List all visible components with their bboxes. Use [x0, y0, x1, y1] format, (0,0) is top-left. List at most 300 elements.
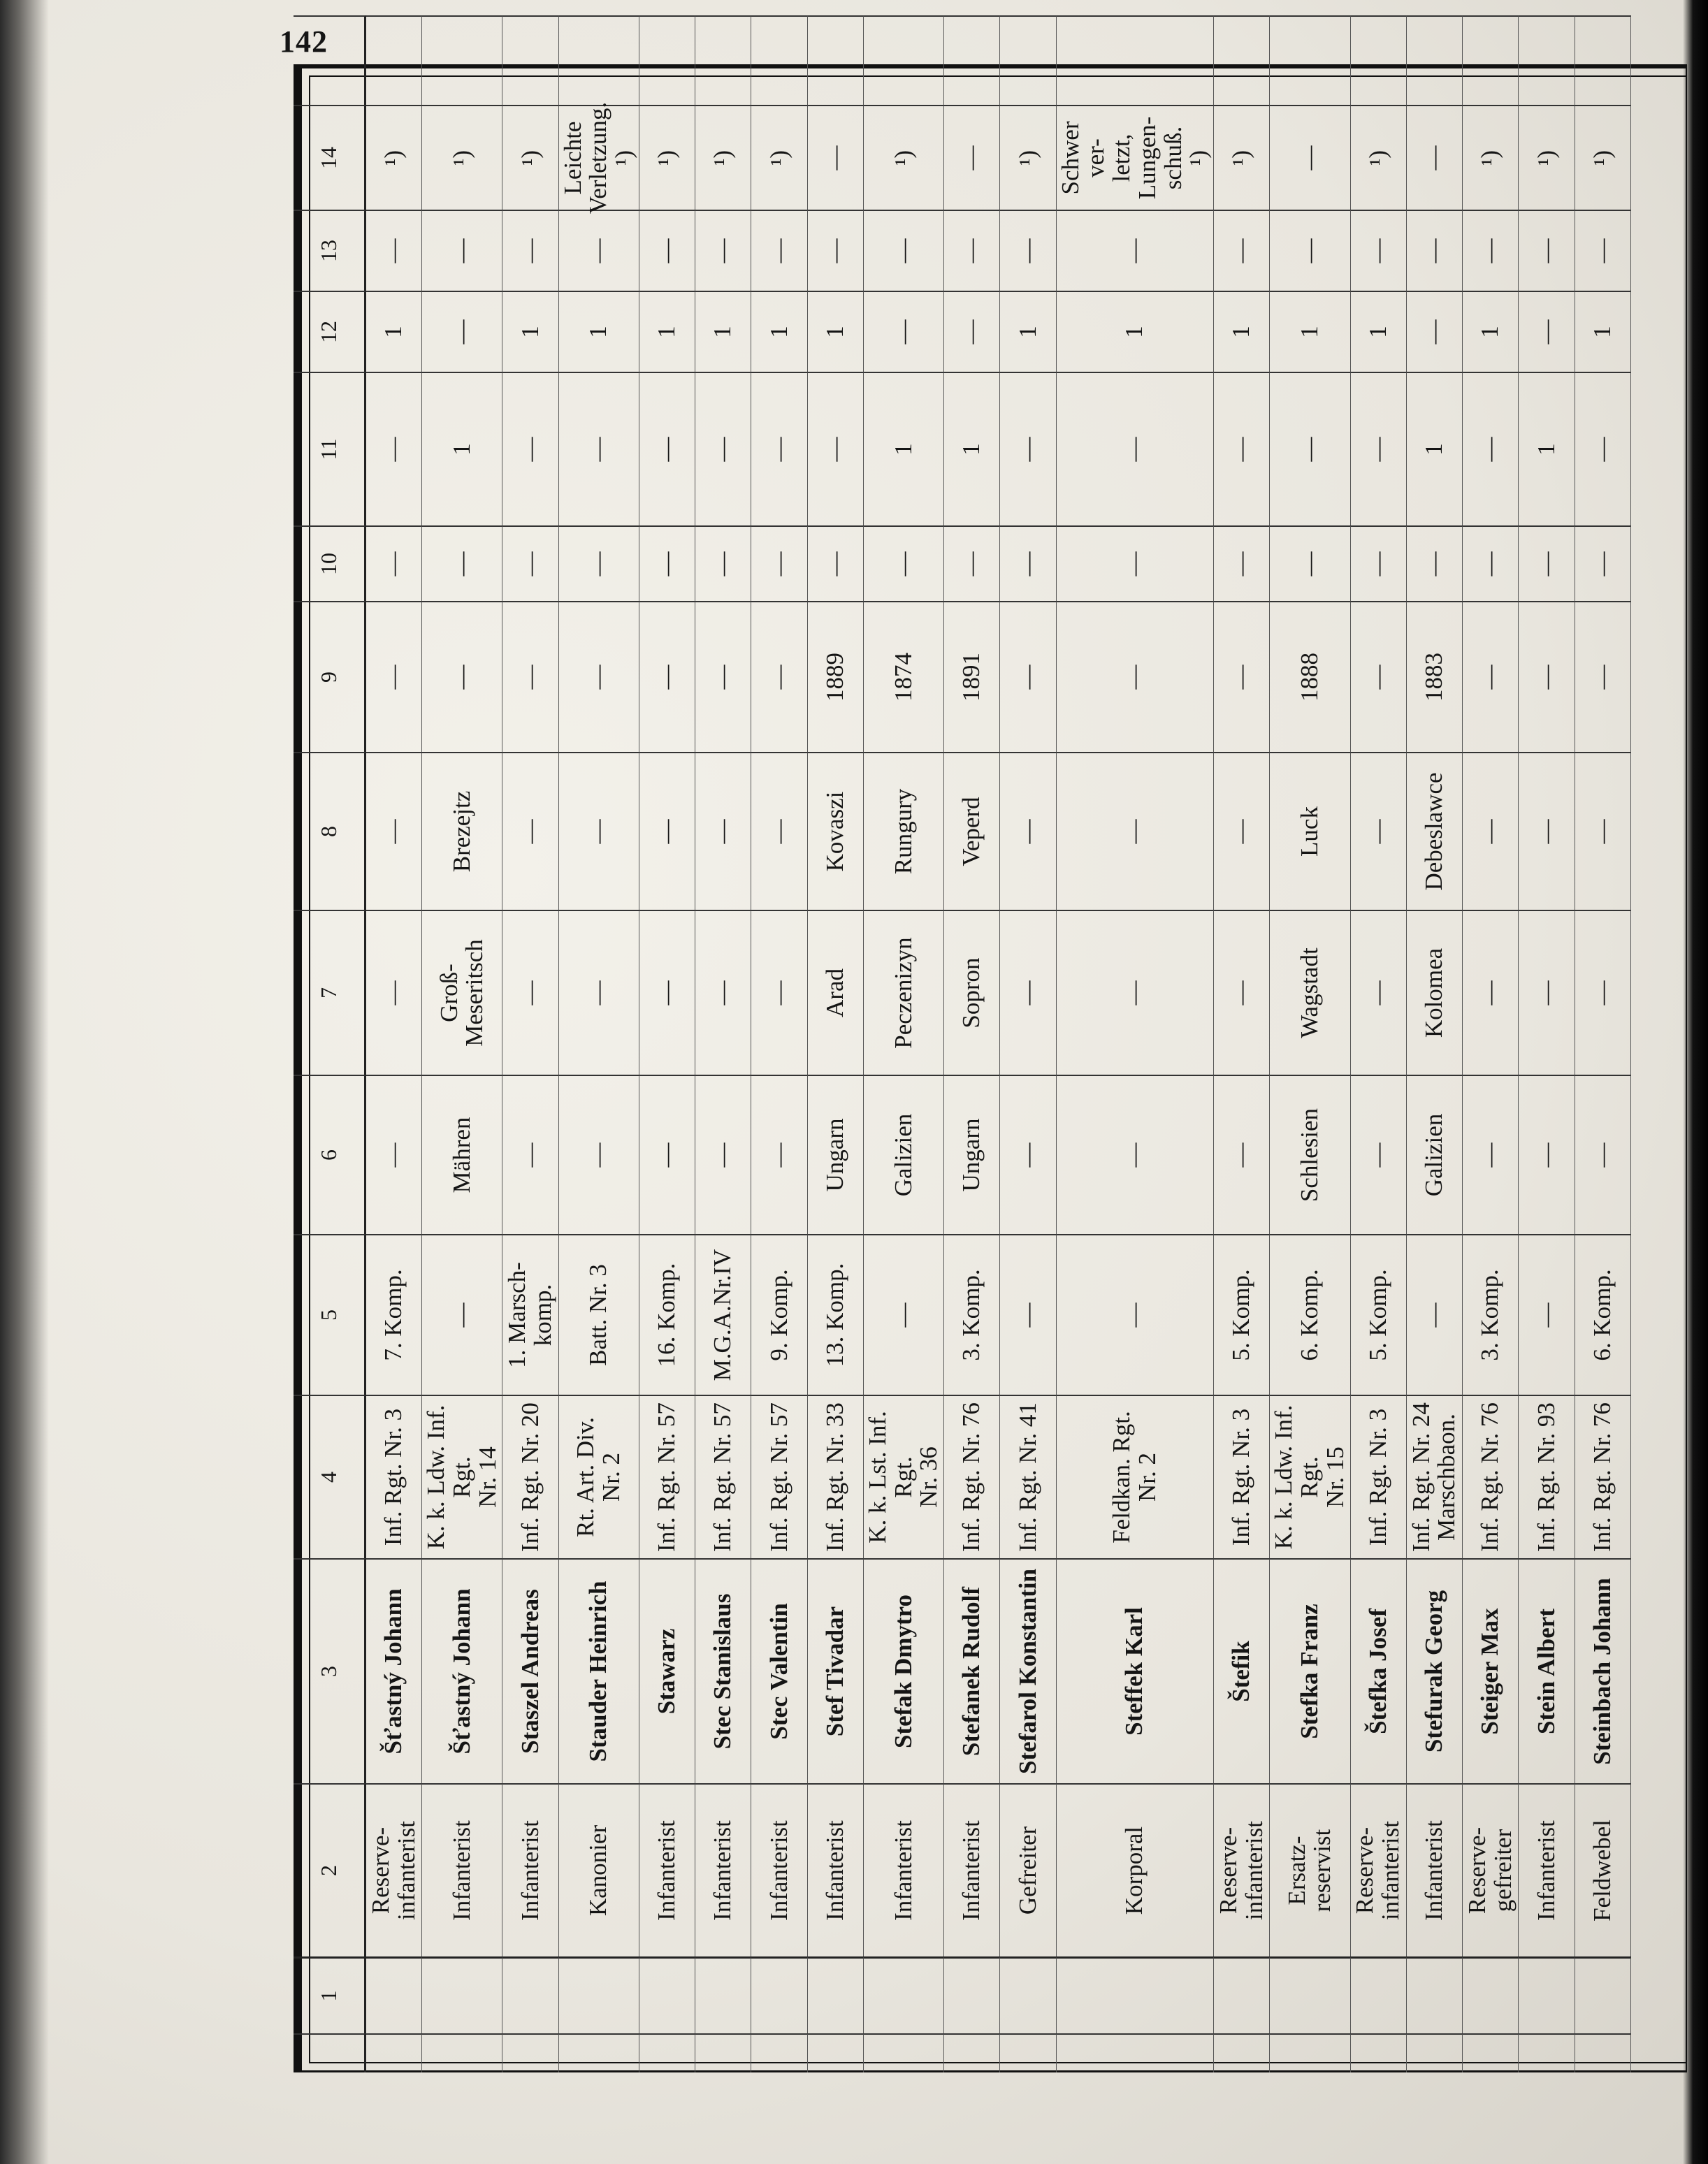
table-cell-c10: —	[422, 525, 502, 601]
row-trailing-spacer	[1000, 15, 1056, 105]
table-cell-c13: —	[864, 210, 944, 291]
row-spacer	[1463, 2033, 1519, 2072]
row-spacer	[1351, 2033, 1407, 2072]
table-cell-c13: —	[808, 210, 864, 291]
table-cell-ort: —	[1057, 752, 1215, 910]
table-cell-c12: 1	[751, 291, 807, 372]
table-cell-ort: Brezejtz	[422, 752, 502, 910]
table-cell-c12: 1	[1057, 291, 1215, 372]
table-cell-rank: Reserve- infanterist	[1351, 1783, 1407, 1956]
table-cell-rank: Reserve- gefreiter	[1463, 1783, 1519, 1956]
table-cell-name: Stawarz	[639, 1558, 695, 1783]
table-cell-name: Stefak Dmytro	[864, 1558, 944, 1783]
table-cell-unit: Inf. Rgt. Nr. 24 Marschbaon.	[1407, 1395, 1463, 1558]
table-cell-c10: —	[559, 525, 639, 601]
table-cell-c10: —	[1270, 525, 1350, 601]
table-cell-rank: Infanterist	[639, 1783, 695, 1956]
table-cell-note: ¹)	[1000, 105, 1056, 210]
table-cell-unit: Inf. Rgt. Nr. 57	[695, 1395, 751, 1558]
table-cell-company: 16. Komp.	[639, 1234, 695, 1395]
table-cell-ort: —	[1519, 752, 1575, 910]
table-cell-name: Steffek Karl	[1057, 1558, 1215, 1783]
table-cell-note: ¹)	[1575, 105, 1631, 210]
header-col-13: 13	[294, 210, 366, 291]
table-cell-name: Šťastný Johann	[366, 1558, 422, 1783]
table-cell-c10: —	[1575, 525, 1631, 601]
table-cell-c13: —	[639, 210, 695, 291]
table-cell-c13: —	[1407, 210, 1463, 291]
table-cell-c11: —	[1000, 372, 1056, 525]
table-cell-c11: —	[695, 372, 751, 525]
table-cell-ort: Veperd	[944, 752, 1000, 910]
table-cell-year: —	[1519, 601, 1575, 752]
table-cell-year: —	[695, 601, 751, 752]
table-cell-year: —	[1575, 601, 1631, 752]
table-cell-name: Štefik	[1214, 1558, 1270, 1783]
table-cell-c12: —	[864, 291, 944, 372]
header-trailing-spacer	[294, 15, 366, 105]
table-cell-c13: —	[1351, 210, 1407, 291]
table-cell-year: 1883	[1407, 601, 1463, 752]
row-spacer	[559, 2033, 639, 2072]
row-trailing-spacer	[559, 15, 639, 105]
table-cell-c13: —	[422, 210, 502, 291]
table-cell-company: 1. Marsch- komp.	[502, 1234, 558, 1395]
cell-col-1-blank	[366, 1956, 422, 2033]
table-cell-c11: —	[559, 372, 639, 525]
table-cell-company: 9. Komp.	[751, 1234, 807, 1395]
table-cell-c12: —	[944, 291, 1000, 372]
table-cell-unit: Inf. Rgt. Nr. 57	[639, 1395, 695, 1558]
row-trailing-spacer	[639, 15, 695, 105]
header-col-4: 4	[294, 1395, 366, 1558]
row-spacer	[502, 2033, 558, 2072]
table-cell-land: —	[695, 1075, 751, 1234]
header-col-9: 9	[294, 601, 366, 752]
table-cell-c13: —	[366, 210, 422, 291]
table-cell-bezirk: —	[695, 910, 751, 1075]
table-cell-ort: —	[1351, 752, 1407, 910]
cell-col-1-blank	[751, 1956, 807, 2033]
table-cell-note: ¹)	[864, 105, 944, 210]
table-cell-ort: —	[1214, 752, 1270, 910]
table-cell-c10: —	[751, 525, 807, 601]
table-cell-c11: —	[751, 372, 807, 525]
table-cell-c10: —	[1000, 525, 1056, 601]
table-cell-ort: —	[559, 752, 639, 910]
page-number: 142	[280, 24, 328, 59]
table-cell-land: —	[1057, 1075, 1215, 1234]
table-cell-land: Ungarn	[808, 1075, 864, 1234]
table-cell-c10: —	[1057, 525, 1215, 601]
table-cell-note: —	[944, 105, 1000, 210]
table-cell-ort: Kovaszi	[808, 752, 864, 910]
table-cell-bezirk: Peczenizyn	[864, 910, 944, 1075]
cell-col-1-blank	[1575, 1956, 1631, 2033]
table-cell-rank: Infanterist	[864, 1783, 944, 1956]
table-cell-company: 6. Komp.	[1270, 1234, 1350, 1395]
cell-col-1-blank	[502, 1956, 558, 2033]
cell-col-1-blank	[639, 1956, 695, 2033]
table-cell-c11: 1	[422, 372, 502, 525]
table-cell-land: Mähren	[422, 1075, 502, 1234]
table-cell-unit: Feldkan. Rgt. Nr. 2	[1057, 1395, 1215, 1558]
table-cell-c11: —	[1463, 372, 1519, 525]
table-cell-unit: Inf. Rgt. Nr. 33	[808, 1395, 864, 1558]
table-cell-c10: —	[1463, 525, 1519, 601]
table-cell-land: —	[1000, 1075, 1056, 1234]
table-cell-c10: —	[808, 525, 864, 601]
table-cell-rank: Korporal	[1057, 1783, 1215, 1956]
table-cell-note: —	[1407, 105, 1463, 210]
row-spacer	[1519, 2033, 1575, 2072]
table-cell-c12: —	[1519, 291, 1575, 372]
table-cell-unit: Inf. Rgt. Nr. 3	[366, 1395, 422, 1558]
table-cell-name: Stec Stanislaus	[695, 1558, 751, 1783]
header-col-7: 7	[294, 910, 366, 1075]
row-trailing-spacer	[864, 15, 944, 105]
table-cell-year: —	[559, 601, 639, 752]
table-cell-note: ¹)	[1214, 105, 1270, 210]
table-cell-ort: —	[1575, 752, 1631, 910]
table-cell-rank: Infanterist	[944, 1783, 1000, 1956]
cell-col-1-blank	[559, 1956, 639, 2033]
table-cell-year: —	[1351, 601, 1407, 752]
table-cell-year: —	[1214, 601, 1270, 752]
table-cell-bezirk: —	[502, 910, 558, 1075]
table-cell-bezirk: —	[1000, 910, 1056, 1075]
table-cell-year: —	[1057, 601, 1215, 752]
table-cell-note: ¹)	[1519, 105, 1575, 210]
table-cell-unit: K. k. Ldw. Inf. Rgt. Nr. 15	[1270, 1395, 1350, 1558]
table-cell-bezirk: Sopron	[944, 910, 1000, 1075]
table-cell-ort: —	[1000, 752, 1056, 910]
table-cell-c12: 1	[502, 291, 558, 372]
table-cell-bezirk: —	[1519, 910, 1575, 1075]
table-cell-c13: —	[751, 210, 807, 291]
table-cell-c13: —	[1463, 210, 1519, 291]
table-cell-company: —	[1519, 1234, 1575, 1395]
table-cell-note: ¹)	[639, 105, 695, 210]
table-cell-year: —	[639, 601, 695, 752]
table-cell-c13: —	[559, 210, 639, 291]
table-cell-name: Stefka Franz	[1270, 1558, 1350, 1783]
table-cell-c10: —	[1351, 525, 1407, 601]
table-cell-note: ¹)	[695, 105, 751, 210]
header-col-12: 12	[294, 291, 366, 372]
table-cell-unit: Inf. Rgt. Nr. 3	[1214, 1395, 1270, 1558]
row-spacer	[1575, 2033, 1631, 2072]
table-cell-company: 7. Komp.	[366, 1234, 422, 1395]
row-spacer	[808, 2033, 864, 2072]
table-cell-year: 1888	[1270, 601, 1350, 752]
table-cell-rank: Infanterist	[1407, 1783, 1463, 1956]
table-cell-rank: Infanterist	[695, 1783, 751, 1956]
table-cell-unit: Inf. Rgt. Nr. 20	[502, 1395, 558, 1558]
table-cell-land: —	[502, 1075, 558, 1234]
table-cell-name: Stefanek Rudolf	[944, 1558, 1000, 1783]
table-cell-land: —	[751, 1075, 807, 1234]
table-cell-c11: —	[502, 372, 558, 525]
table-cell-company: —	[1057, 1234, 1215, 1395]
header-col-11: 11	[294, 372, 366, 525]
table-cell-bezirk: —	[1057, 910, 1215, 1075]
cell-col-1-blank	[695, 1956, 751, 2033]
table-cell-name: Steiger Max	[1463, 1558, 1519, 1783]
table-cell-c10: —	[944, 525, 1000, 601]
table-cell-unit: Inf. Rgt. Nr. 76	[944, 1395, 1000, 1558]
row-trailing-spacer	[1351, 15, 1407, 105]
table-cell-c13: —	[502, 210, 558, 291]
table-cell-c12: 1	[808, 291, 864, 372]
table-cell-rank: Infanterist	[422, 1783, 502, 1956]
table-cell-c13: —	[1000, 210, 1056, 291]
table-cell-name: Stefarol Konstantin	[1000, 1558, 1056, 1783]
table-cell-c11: —	[1575, 372, 1631, 525]
table-cell-c12: 1	[1000, 291, 1056, 372]
table-cell-ort: —	[695, 752, 751, 910]
row-trailing-spacer	[1057, 15, 1215, 105]
table-cell-rank: Gefreiter	[1000, 1783, 1056, 1956]
table-cell-name: Stec Valentin	[751, 1558, 807, 1783]
row-spacer	[639, 2033, 695, 2072]
table-cell-rank: Infanterist	[808, 1783, 864, 1956]
table-cell-note: Leichte Verletzung. ¹)	[559, 105, 639, 210]
table-cell-c10: —	[366, 525, 422, 601]
table-cell-c12: 1	[1351, 291, 1407, 372]
table-cell-ort: —	[502, 752, 558, 910]
table-cell-name: Staszel Andreas	[502, 1558, 558, 1783]
header-spacer	[294, 2033, 366, 2072]
table-cell-land: —	[1463, 1075, 1519, 1234]
table-cell-c11: —	[1351, 372, 1407, 525]
table-cell-company: 5. Komp.	[1214, 1234, 1270, 1395]
table-cell-c12: 1	[1463, 291, 1519, 372]
table-cell-ort: —	[366, 752, 422, 910]
row-trailing-spacer	[366, 15, 422, 105]
header-col-2: 2	[294, 1783, 366, 1956]
table-cell-year: —	[1000, 601, 1056, 752]
table-cell-rank: Reserve- infanterist	[366, 1783, 422, 1956]
table-cell-bezirk: —	[639, 910, 695, 1075]
cell-col-1-blank	[1214, 1956, 1270, 2033]
table-cell-ort: Rungury	[864, 752, 944, 910]
row-spacer	[695, 2033, 751, 2072]
table-cell-c10: —	[1519, 525, 1575, 601]
table-cell-name: Stein Albert	[1519, 1558, 1575, 1783]
cell-col-1-blank	[1270, 1956, 1350, 2033]
table-cell-note: —	[1270, 105, 1350, 210]
row-trailing-spacer	[751, 15, 807, 105]
cell-col-1-blank	[1407, 1956, 1463, 2033]
table-cell-c10: —	[864, 525, 944, 601]
cell-col-1-blank	[1463, 1956, 1519, 2033]
table-cell-company: 3. Komp.	[944, 1234, 1000, 1395]
table-cell-name: Stef Tivadar	[808, 1558, 864, 1783]
table-cell-rank: Kanonier	[559, 1783, 639, 1956]
table-cell-name: Šťastný Johann	[422, 1558, 502, 1783]
cell-col-1-blank	[864, 1956, 944, 2033]
table-cell-bezirk: —	[559, 910, 639, 1075]
table-cell-unit: Rt. Art. Div. Nr. 2	[559, 1395, 639, 1558]
cell-col-1-blank	[944, 1956, 1000, 2033]
table-cell-c12: 1	[1214, 291, 1270, 372]
table-cell-unit: Inf. Rgt. Nr. 93	[1519, 1395, 1575, 1558]
table-cell-land: Ungarn	[944, 1075, 1000, 1234]
table-cell-c10: —	[502, 525, 558, 601]
table-cell-bezirk: —	[1463, 910, 1519, 1075]
header-col-8: 8	[294, 752, 366, 910]
table-cell-ort: Luck	[1270, 752, 1350, 910]
table-cell-company: —	[1000, 1234, 1056, 1395]
table-cell-company: Batt. Nr. 3	[559, 1234, 639, 1395]
table-cell-land: —	[366, 1075, 422, 1234]
table-cell-land: Schlesien	[1270, 1075, 1350, 1234]
row-spacer	[1270, 2033, 1350, 2072]
table-cell-year: —	[502, 601, 558, 752]
table-cell-c13: —	[695, 210, 751, 291]
table-cell-name: Stefurak Georg	[1407, 1558, 1463, 1783]
table-cell-unit: Inf. Rgt. Nr. 76	[1463, 1395, 1519, 1558]
table-cell-bezirk: —	[1214, 910, 1270, 1075]
table-cell-ort: —	[639, 752, 695, 910]
row-spacer	[1214, 2033, 1270, 2072]
row-trailing-spacer	[1463, 15, 1519, 105]
table-cell-land: —	[639, 1075, 695, 1234]
row-trailing-spacer	[1519, 15, 1575, 105]
table-cell-bezirk: Groß- Meseritsch	[422, 910, 502, 1075]
row-trailing-spacer	[1214, 15, 1270, 105]
table-cell-c13: —	[1214, 210, 1270, 291]
table-cell-c11: —	[808, 372, 864, 525]
table-cell-c11: 1	[944, 372, 1000, 525]
table-cell-c13: —	[944, 210, 1000, 291]
table-cell-c11: 1	[1519, 372, 1575, 525]
table-cell-note: ¹)	[751, 105, 807, 210]
table-cell-c11: 1	[864, 372, 944, 525]
row-spacer	[944, 2033, 1000, 2072]
table-cell-land: —	[559, 1075, 639, 1234]
table-cell-note: ¹)	[502, 105, 558, 210]
table-cell-note: ¹)	[1463, 105, 1519, 210]
table-cell-unit: K. k. Lst. Inf. Rgt. Nr. 36	[864, 1395, 944, 1558]
row-spacer	[1000, 2033, 1056, 2072]
table-cell-rank: Feldwebel	[1575, 1783, 1631, 1956]
cell-col-1-blank	[422, 1956, 502, 2033]
table-cell-bezirk: Wagstadt	[1270, 910, 1350, 1075]
row-trailing-spacer	[695, 15, 751, 105]
cell-col-1-blank	[1519, 1956, 1575, 2033]
table-cell-note: —	[808, 105, 864, 210]
row-trailing-spacer	[422, 15, 502, 105]
cell-col-1-blank	[1057, 1956, 1215, 2033]
table-cell-company: 5. Komp.	[1351, 1234, 1407, 1395]
table-cell-c11: —	[639, 372, 695, 525]
table-cell-company: 6. Komp.	[1575, 1234, 1631, 1395]
header-col-5: 5	[294, 1234, 366, 1395]
table-cell-rank: Infanterist	[502, 1783, 558, 1956]
row-spacer	[1407, 2033, 1463, 2072]
row-spacer	[751, 2033, 807, 2072]
table-cell-ort: Debeslawce	[1407, 752, 1463, 910]
table-cell-note: ¹)	[1351, 105, 1407, 210]
table-cell-year: 1891	[944, 601, 1000, 752]
table-cell-unit: Inf. Rgt. Nr. 76	[1575, 1395, 1631, 1558]
rotated-table-grid	[294, 64, 1687, 2072]
table-cell-note: ¹)	[366, 105, 422, 210]
table-cell-company: —	[422, 1234, 502, 1395]
table-cell-rank: Infanterist	[1519, 1783, 1575, 1956]
table-cell-c10: —	[1214, 525, 1270, 601]
table-cell-land: —	[1351, 1075, 1407, 1234]
row-spacer	[1057, 2033, 1215, 2072]
table-cell-bezirk: —	[1351, 910, 1407, 1075]
row-spacer	[366, 2033, 422, 2072]
table-cell-c11: —	[1214, 372, 1270, 525]
table-cell-c12: 1	[1270, 291, 1350, 372]
table-cell-c11: —	[1057, 372, 1215, 525]
table-cell-name: Stauder Heinrich	[559, 1558, 639, 1783]
table-cell-year: 1874	[864, 601, 944, 752]
table-cell-note: ¹)	[422, 105, 502, 210]
table-cell-company: —	[864, 1234, 944, 1395]
table-cell-bezirk: —	[1575, 910, 1631, 1075]
row-trailing-spacer	[1270, 15, 1350, 105]
table-cell-year: —	[1463, 601, 1519, 752]
table-cell-name: Steinbach Johann	[1575, 1558, 1631, 1783]
table-cell-c11: 1	[1407, 372, 1463, 525]
table-cell-c10: —	[1407, 525, 1463, 601]
table-cell-bezirk: —	[366, 910, 422, 1075]
casualty-register-table	[294, 64, 1687, 2072]
table-cell-land: Galizien	[864, 1075, 944, 1234]
table-cell-unit: Inf. Rgt. Nr. 3	[1351, 1395, 1407, 1558]
table-cell-c12: 1	[639, 291, 695, 372]
table-cell-c12: 1	[559, 291, 639, 372]
table-cell-year: —	[366, 601, 422, 752]
cell-col-1-blank	[1351, 1956, 1407, 2033]
row-spacer	[422, 2033, 502, 2072]
header-col-1: 1	[294, 1956, 366, 2033]
table-cell-name: Štefka Josef	[1351, 1558, 1407, 1783]
table-cell-bezirk: Arad	[808, 910, 864, 1075]
table-cell-year: —	[751, 601, 807, 752]
row-trailing-spacer	[944, 15, 1000, 105]
row-trailing-spacer	[808, 15, 864, 105]
table-cell-c12: —	[422, 291, 502, 372]
table-cell-c12: 1	[1575, 291, 1631, 372]
table-cell-c13: —	[1270, 210, 1350, 291]
table-cell-land: —	[1575, 1075, 1631, 1234]
table-cell-note: Schwer ver- letzt, Lungen- schuß. ¹)	[1057, 105, 1215, 210]
table-cell-rank: Reserve- infanterist	[1214, 1783, 1270, 1956]
table-cell-land: —	[1214, 1075, 1270, 1234]
header-col-3: 3	[294, 1558, 366, 1783]
table-cell-c13: —	[1057, 210, 1215, 291]
table-cell-company: M.G.A.Nr.IV	[695, 1234, 751, 1395]
table-cell-bezirk: —	[751, 910, 807, 1075]
row-trailing-spacer	[1407, 15, 1463, 105]
table-cell-c12: 1	[695, 291, 751, 372]
table-cell-unit: Inf. Rgt. Nr. 57	[751, 1395, 807, 1558]
header-col-10: 10	[294, 525, 366, 601]
table-cell-c11: —	[1270, 372, 1350, 525]
table-cell-c13: —	[1519, 210, 1575, 291]
cell-col-1-blank	[808, 1956, 864, 2033]
table-cell-land: —	[1519, 1075, 1575, 1234]
row-trailing-spacer	[1575, 15, 1631, 105]
header-col-14: 14	[294, 105, 366, 210]
